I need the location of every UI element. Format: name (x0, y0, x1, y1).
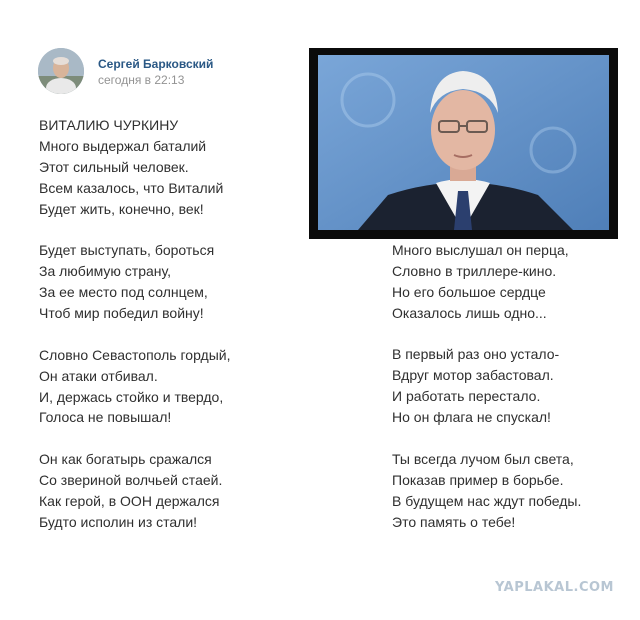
poem-line: И, держась стойко и твердо, (39, 388, 224, 405)
poem-line: Показав пример в борьбе. (392, 471, 564, 488)
poem-line: Словно Севастополь гордый, (39, 346, 231, 363)
poem-line: Всем казалось, что Виталий (39, 179, 224, 196)
stanza-gap (392, 324, 581, 345)
watermark: YAPLAKAL.COM (495, 580, 614, 595)
portrait-image (318, 55, 609, 230)
avatar[interactable] (38, 48, 84, 94)
poem-line: Вдруг мотор забастовал. (392, 367, 554, 384)
poem-line: Много выслушал он перца, (392, 242, 569, 258)
poem-left-column (39, 115, 230, 533)
poem-line: Словно в триллере-кино. (392, 262, 557, 279)
poem-line: Чтоб мир победил войну! (39, 305, 204, 322)
poem-line: Но его большое сердце (392, 283, 546, 300)
poem-line: И работать перестало. (392, 388, 541, 405)
post-photo[interactable] (309, 48, 618, 239)
poem-line: Ты всегда лучом был света, (392, 450, 574, 467)
poem-line: Голоса не повышал! (39, 409, 172, 426)
poem-line: Этот сильный человек. (39, 158, 189, 175)
poem-line: В первый раз оно устало- (392, 346, 560, 363)
poem-line: За ее место под солнцем, (39, 284, 208, 301)
poem-line: Но он флага не спускал! (392, 409, 551, 426)
poem-line: Будет выступать, бороться (39, 242, 215, 259)
stanza-gap (39, 219, 230, 240)
poem-line: Много выдержал баталий (39, 137, 207, 154)
poem-line: Будет жить, конечно, век! (39, 200, 204, 217)
post-timestamp[interactable]: сегодня в 22:13 (98, 73, 185, 87)
poem-line: Со звериной волчьей стаей. (39, 472, 223, 489)
author-name-link[interactable]: Сергей Барковский (98, 57, 214, 71)
stanza-gap (39, 324, 230, 345)
poem-right-column (392, 240, 581, 532)
poem-line: Оказалось лишь одно... (392, 304, 547, 321)
poem-line: ВИТАЛИЮ ЧУРКИНУ (39, 117, 179, 133)
poem-line: В будущем нас ждут победы. (392, 492, 582, 509)
poem-line: Это память о тебе! (392, 513, 516, 530)
poem-line: Он атаки отбивал. (39, 367, 158, 384)
stanza-gap (392, 428, 581, 449)
poem-line: Будто исполин из стали! (39, 513, 198, 530)
poem-line: За любимую страну, (39, 263, 172, 280)
stanza-gap (39, 428, 230, 449)
poem-line: Как герой, в ООН держался (39, 493, 220, 510)
poem-line: Он как богатырь сражался (39, 451, 212, 468)
